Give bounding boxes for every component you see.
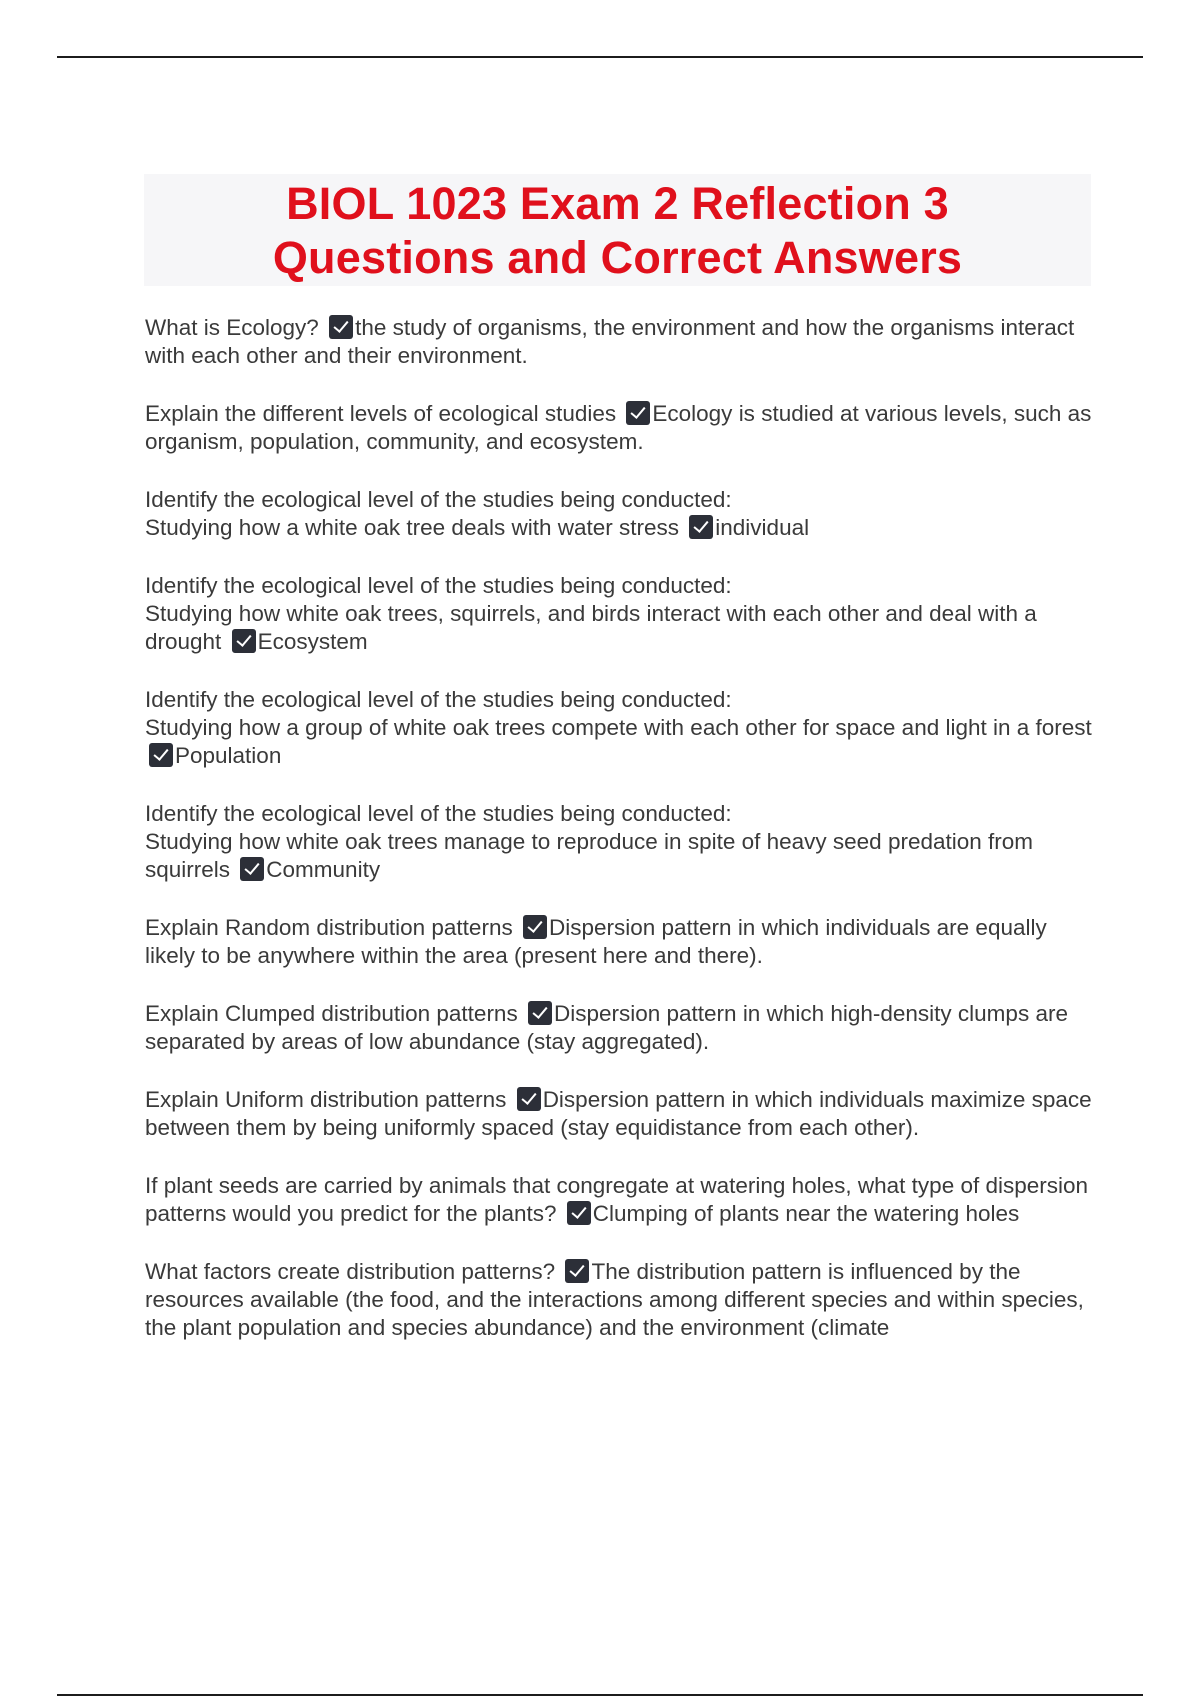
qa-question: Studying how white oak trees manage to reproduce in spite of heavy seed predation from squirrels	[145, 829, 1034, 882]
qa-prompt: Identify the ecological level of the studies being conducted:	[145, 801, 732, 826]
qa-line	[145, 714, 1095, 770]
qa-line	[145, 1086, 1095, 1142]
qa-line	[145, 1258, 1095, 1342]
qa-line	[145, 1172, 1095, 1228]
qa-answer: Ecology is studied at various levels, such as organism, population, community, and ecosystem.	[145, 401, 1092, 454]
qa-item	[145, 800, 1095, 884]
checkbox-checked-icon	[329, 315, 353, 339]
qa-question: Studying how white oak trees, squirrels, and birds interact with each other and deal with a drought	[145, 601, 1037, 654]
qa-item	[145, 914, 1095, 970]
bottom-rule	[57, 1694, 1143, 1696]
qa-answer: Population	[175, 743, 282, 768]
qa-question: Explain Random distribution patterns	[145, 915, 513, 940]
qa-prompt: Identify the ecological level of the studies being conducted:	[145, 487, 732, 512]
qa-answer: Dispersion pattern in which individuals are equally likely to be anywhere within the area (present here and there).	[145, 915, 1047, 968]
qa-question: Studying how a group of white oak trees compete with each other for space and light in a forest	[145, 715, 1092, 740]
qa-list	[145, 314, 1095, 1372]
checkbox-checked-icon	[565, 1259, 589, 1283]
checkbox-checked-icon	[567, 1201, 591, 1225]
qa-answer: the study of organisms, the environment and how the organisms interact with each other and their environment.	[145, 315, 1075, 368]
qa-question: What factors create distribution patterns?	[145, 1259, 556, 1284]
checkbox-checked-icon	[232, 629, 256, 653]
qa-question: Studying how a white oak tree deals with water stress	[145, 515, 680, 540]
checkbox-checked-icon	[626, 401, 650, 425]
qa-prompt: Identify the ecological level of the studies being conducted:	[145, 687, 732, 712]
qa-item	[145, 1086, 1095, 1142]
qa-question: What is Ecology?	[145, 315, 319, 340]
qa-answer: Community	[266, 857, 381, 882]
qa-line	[145, 400, 1095, 456]
qa-answer: Dispersion pattern in which high-density clumps are separated by areas of low abundance (stay aggregated).	[145, 1001, 1068, 1054]
qa-line	[145, 1000, 1095, 1056]
qa-item	[145, 1172, 1095, 1228]
qa-item	[145, 400, 1095, 456]
page-title-line-1: BIOL 1023 Exam 2 Reflection 3	[286, 178, 949, 229]
qa-item	[145, 314, 1095, 370]
qa-item	[145, 686, 1095, 770]
checkbox-checked-icon	[517, 1087, 541, 1111]
qa-line	[145, 514, 1095, 542]
checkbox-checked-icon	[528, 1001, 552, 1025]
qa-answer: The distribution pattern is influenced by the resources available (the food, and the interactions among different species and within species, the plant population and species abundance) and the environment (climate	[145, 1259, 1084, 1340]
qa-answer: Ecosystem	[257, 629, 368, 654]
qa-item	[145, 572, 1095, 656]
page-title-line-2: Questions and Correct Answers	[272, 232, 963, 283]
qa-answer: Clumping of plants near the watering holes	[592, 1201, 1020, 1226]
qa-answer: Dispersion pattern in which individuals maximize space between them by being uniformly spaced (stay equidistance from each other).	[145, 1087, 1092, 1140]
qa-question: Explain the different levels of ecological studies	[145, 401, 617, 426]
qa-line	[145, 314, 1095, 370]
qa-item	[145, 486, 1095, 542]
qa-line	[145, 914, 1095, 970]
top-rule	[57, 56, 1143, 58]
checkbox-checked-icon	[149, 743, 173, 767]
checkbox-checked-icon	[240, 857, 264, 881]
qa-question: If plant seeds are carried by animals that congregate at watering holes, what type of dispersion patterns would you predict for the plants?	[145, 1173, 1089, 1226]
qa-line	[145, 828, 1095, 884]
qa-answer: individual	[715, 515, 810, 540]
qa-line	[145, 600, 1095, 656]
checkbox-checked-icon	[523, 915, 547, 939]
qa-question: Explain Uniform distribution patterns	[145, 1087, 507, 1112]
qa-item	[145, 1000, 1095, 1056]
qa-item	[145, 1258, 1095, 1342]
checkbox-checked-icon	[689, 515, 713, 539]
title-banner	[144, 174, 1091, 286]
qa-question: Explain Clumped distribution patterns	[145, 1001, 518, 1026]
qa-prompt: Identify the ecological level of the studies being conducted:	[145, 573, 732, 598]
